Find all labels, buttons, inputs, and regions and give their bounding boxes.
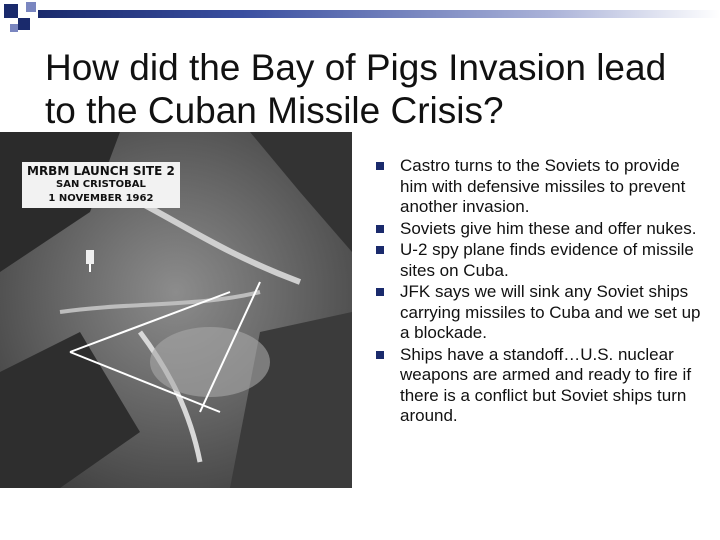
bullet-text: JFK says we will sink any Soviet ships carrying missiles to Cuba and we set up a blockade. (400, 282, 701, 342)
corner-checker-decoration (0, 0, 60, 40)
bullet-item (372, 345, 710, 427)
bullet-text: Castro turns to the Soviets to provide him with defensive missiles to prevent another invasion. (400, 156, 686, 216)
bullet-square-icon (376, 351, 384, 359)
reconnaissance-photo (0, 132, 352, 488)
bullet-list (372, 156, 710, 428)
bullet-text: Ships have a standoff…U.S. nuclear weapons are armed and ready to fire if there is a conflict but Soviet ships turn around. (400, 344, 692, 425)
bullet-square-icon (376, 288, 384, 296)
photo-caption (22, 162, 180, 208)
bullet-square-icon (376, 246, 384, 254)
bullet-item (372, 240, 710, 281)
bullet-item (372, 219, 710, 240)
bullet-square-icon (376, 162, 384, 170)
caption-line-2: SAN CRISTOBAL (56, 179, 146, 190)
bullet-text: Soviets give him these and offer nukes. (400, 218, 697, 238)
bullet-item (372, 282, 710, 344)
header-rule (38, 10, 720, 18)
bullet-item (372, 156, 710, 218)
caption-line-3: 1 NOVEMBER 1962 (48, 193, 154, 204)
bullet-text: U-2 spy plane finds evidence of missile sites on Cuba. (400, 240, 694, 280)
caption-line-1: MRBM LAUNCH SITE 2 (27, 164, 175, 178)
slide-title: How did the Bay of Pigs Invasion lead to the Cuban Missile Crisis? (45, 47, 667, 131)
bullet-square-icon (376, 225, 384, 233)
